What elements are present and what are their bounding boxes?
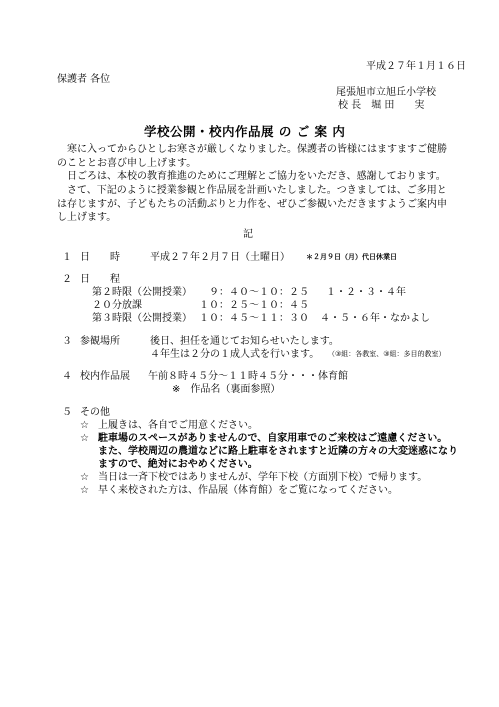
note-early-arrival: 早く来校された方は、作品展（体育館）をご覧になってください。 [98,485,398,496]
schedule-row-1-grades: １・２・３・４年 [326,287,406,298]
star-bullet-icon: ☆ [80,472,89,483]
venue-notice: 後日、担任を通じてお知らせいたします。 [150,336,339,347]
star-bullet-icon: ☆ [80,420,89,431]
ceremony-location-note: （③組：各教室、③組：多目的教室） [328,350,446,358]
principal-name: 校 長 堀 田 実 [338,100,425,111]
recipient: 保護者 各位 [57,74,111,85]
ki-marker: 記 [243,229,253,240]
item-4-number: ４ [62,371,72,382]
item-2-number: ２ [62,274,72,285]
item-5-number: ５ [62,407,72,418]
star-bullet-icon: ☆ [80,485,89,496]
intro-paragraph-3: さて、下記のように授業参観と作品展を計画いたしました。つきましては、ご多用とは存じますが、子どもたちの活動ぶりと力作を、ぜひご参観いただきますようご案内申し上げます。 [57,185,447,223]
intro-paragraph-1: 寒に入ってからひとしお寒さが厳しくなりました。保護者の皆様にはますますご健勝のこととお喜び申し上げます。 [57,144,447,169]
document-title: 学校公開・校内作品展 の ご 案 内 [144,124,346,139]
schedule-row-2-time: １０：２５～１０：４５ [199,300,309,311]
note-dismissal: 当日は一斉下校ではありませんが、学年下校（方面別下校）で帰ります。 [98,472,428,483]
substitute-holiday-note: ＊２月９日（月）代日休業日 [306,253,397,261]
note-parking-line-3: ますので、絶対におやめください。 [98,459,258,470]
exhibition-titles-note: ※ 作品名（裏面参照） [172,384,281,395]
document-date: 平成２７年１月１６日 [366,61,466,72]
item-2-label: 日 程 [80,274,120,285]
item-1-label: 日 時 [80,252,120,263]
schedule-row-3-name: 第３時限（公開授業） [92,313,192,324]
note-parking-line-2: また、学校周辺の農道などに路上駐車をされますと近隣の方々の大変迷惑になり [98,446,458,457]
schedule-row-1-time: ９：４０～１０：２５ [209,287,309,298]
intro-paragraph-2: 日ごろは、本校の教育推進のためにご理解とご協力をいただき、感謝しております。 [67,171,446,182]
item-1-number: １ [62,252,72,263]
item-3-label: 参観場所 [80,336,120,347]
exhibition-time: 午前８時４５分～１１時４５分・・・体育館 [148,371,348,382]
schedule-row-3-time: １０：４５～１１：３０ [199,313,309,324]
half-adult-ceremony-notice: ４年生は２分の１成人式を行います。 [150,349,320,360]
note-parking-line-1: 駐車場のスペースがありませんので、自家用車でのご来校はご遠慮ください。 [98,433,448,444]
school-name: 尾張旭市立旭丘小学校 [336,87,436,98]
note-indoor-shoes: 上履きは、各自でご用意ください。 [98,420,258,431]
event-date: 平成２７年２月７日（土曜日） [150,252,290,263]
item-4-label: 校内作品展 [80,371,130,382]
star-bullet-icon: ☆ [80,433,89,444]
item-5-label: その他 [80,407,110,418]
schedule-row-3-grades: ４・５・６年・なかよし [320,313,430,324]
item-3-number: ３ [62,336,72,347]
schedule-row-2-name: ２０分放課 [92,300,142,311]
schedule-row-1-name: 第２時限（公開授業） [92,287,192,298]
